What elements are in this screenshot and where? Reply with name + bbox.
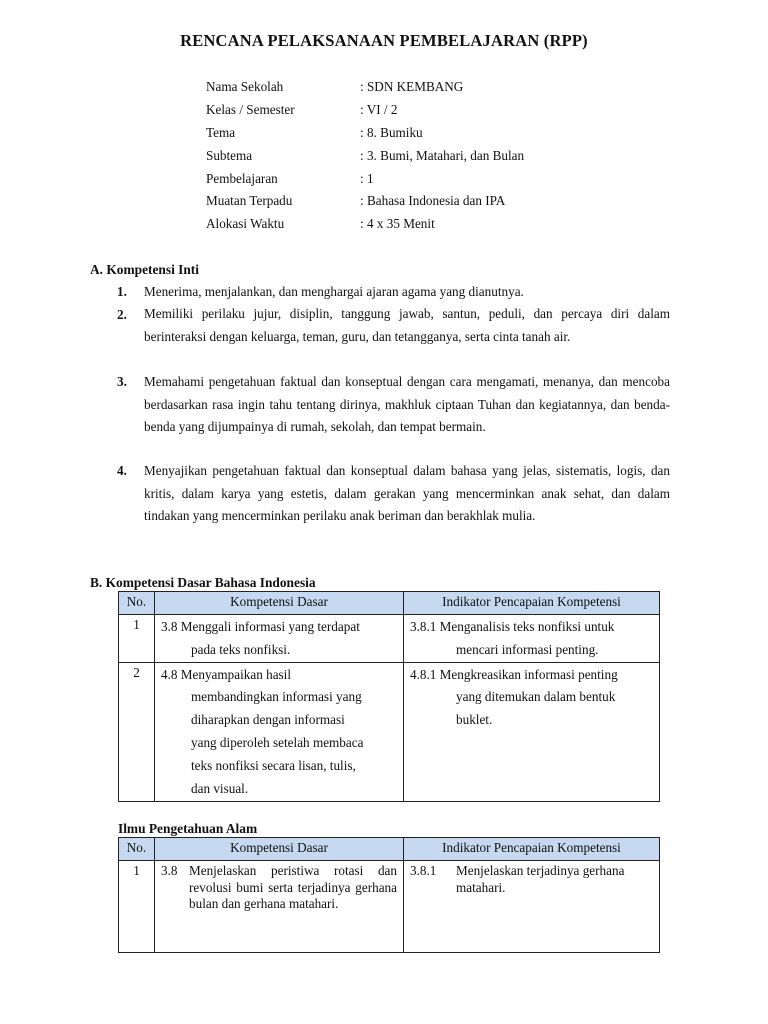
kd-line: membandingkan informasi yang bbox=[191, 689, 362, 705]
indicator-text: Menjelaskan terjadinya gerhana matahari. bbox=[456, 863, 625, 895]
identity-value: : 8. Bumiku bbox=[360, 125, 423, 140]
section-b-heading: B. Kompetensi Dasar Bahasa Indonesia bbox=[90, 575, 316, 590]
indicator-line: yang ditemukan dalam bentuk bbox=[456, 689, 616, 705]
identity-value: : SDN KEMBANG bbox=[360, 79, 464, 94]
identity-label: Tema bbox=[206, 125, 236, 140]
identity-label: Nama Sekolah bbox=[206, 79, 284, 94]
kd-line: diharapkan dengan informasi bbox=[191, 712, 345, 728]
kd-cell bbox=[155, 662, 404, 801]
indicator-line: buklet. bbox=[456, 712, 493, 728]
identity-label: Alokasi Waktu bbox=[206, 216, 285, 231]
ki-text: Memiliki perilaku jujur, disiplin, tanggung jawab, santun, peduli, dan percaya diri dalam berinteraksi dengan keluarga, teman, guru, dan tetangganya, serta cinta tanah air. bbox=[144, 306, 670, 344]
identity-value: : 1 bbox=[360, 171, 374, 186]
identity-value: : VI / 2 bbox=[360, 102, 398, 117]
column-header: Kompetensi Dasar bbox=[155, 838, 404, 861]
kd-line: teks nonfiksi secara lisan, tulis, bbox=[191, 757, 356, 773]
identity-label: Pembelajaran bbox=[206, 171, 278, 186]
table-row bbox=[119, 662, 660, 801]
kd-cell bbox=[155, 861, 404, 953]
indicator-number: 3.8.1 bbox=[410, 863, 437, 878]
kd-text: Menjelaskan peristiwa rotasi dan revolusi bumi serta terjadinya gerhana bulan dan gerhana matahari. bbox=[189, 863, 397, 911]
kd-line: pada teks nonfiksi. bbox=[191, 641, 291, 657]
kd-line: 4.8 Menyampaikan hasil bbox=[161, 666, 292, 682]
column-header: Indikator Pencapaian Kompetensi bbox=[404, 838, 660, 861]
kd-number: 3.8 bbox=[161, 863, 178, 878]
column-header: No. bbox=[119, 592, 155, 615]
kd-line: dan visual. bbox=[191, 780, 249, 796]
table-row bbox=[119, 861, 660, 953]
section-ipa-heading: Ilmu Pengetahuan Alam bbox=[118, 821, 258, 836]
identity-label: Kelas / Semester bbox=[206, 102, 295, 117]
ki-number: 4. bbox=[117, 463, 127, 478]
table-header-row bbox=[119, 592, 660, 615]
table-row bbox=[119, 615, 660, 663]
ki-text: Menerima, menjalankan, dan menghargai ajaran agama yang dianutnya. bbox=[144, 284, 524, 299]
ki-number: 1. bbox=[117, 284, 127, 299]
indicator-cell bbox=[404, 861, 660, 953]
column-header: Kompetensi Dasar bbox=[155, 592, 404, 615]
ki-number: 3. bbox=[117, 374, 127, 389]
identity-label: Subtema bbox=[206, 148, 253, 163]
identity-value: : Bahasa Indonesia dan IPA bbox=[360, 193, 506, 208]
column-header: Indikator Pencapaian Kompetensi bbox=[404, 592, 660, 615]
indicator-cell bbox=[404, 615, 660, 663]
row-number: 2 bbox=[119, 662, 155, 801]
row-number: 1 bbox=[119, 615, 155, 663]
ki-text: Menyajikan pengetahuan faktual dan konseptual dalam bahasa yang jelas, sistematis, logis, dan kritis, dalam karya yang estetis, dalam gerakan yang mencerminkan anak sehat, dan dalam tindakan yang mencerminkan perilaku anak beriman dan berakhlak mulia. bbox=[144, 463, 670, 524]
indicator-line: 4.8.1 Mengkreasikan informasi penting bbox=[410, 666, 618, 682]
column-header: No. bbox=[119, 838, 155, 861]
indicator-line: 3.8.1 Menganalisis teks nonfiksi untuk bbox=[410, 619, 615, 634]
ki-number: 2. bbox=[117, 307, 127, 322]
ki-text: Memahami pengetahuan faktual dan konseptual dengan cara mengamati, menanya, dan mencoba berdasarkan rasa ingin tahu tentang dirinya, makhluk ciptaan Tuhan dan kegiatannya, dan benda-benda yang dijumpainya di rumah, sekolah, dan tempat bermain. bbox=[144, 374, 670, 435]
table-header-row bbox=[119, 838, 660, 861]
kd-ipa-table bbox=[118, 837, 660, 953]
row-number: 1 bbox=[119, 861, 155, 953]
section-a-heading: A. Kompetensi Inti bbox=[90, 262, 199, 277]
indicator-cell bbox=[404, 662, 660, 801]
identity-label: Muatan Terpadu bbox=[206, 193, 293, 208]
document-title: RENCANA PELAKSANAAN PEMBELAJARAN (RPP) bbox=[180, 31, 588, 50]
identity-value: : 3. Bumi, Matahari, dan Bulan bbox=[360, 148, 525, 163]
kd-cell bbox=[155, 615, 404, 663]
kd-line: 3.8 Menggali informasi yang terdapat bbox=[161, 619, 360, 634]
kd-line: yang diperoleh setelah membaca bbox=[191, 734, 364, 750]
indicator-line: mencari informasi penting. bbox=[456, 641, 599, 657]
identity-value: : 4 x 35 Menit bbox=[360, 216, 435, 231]
kd-bahasa-table bbox=[118, 591, 660, 802]
